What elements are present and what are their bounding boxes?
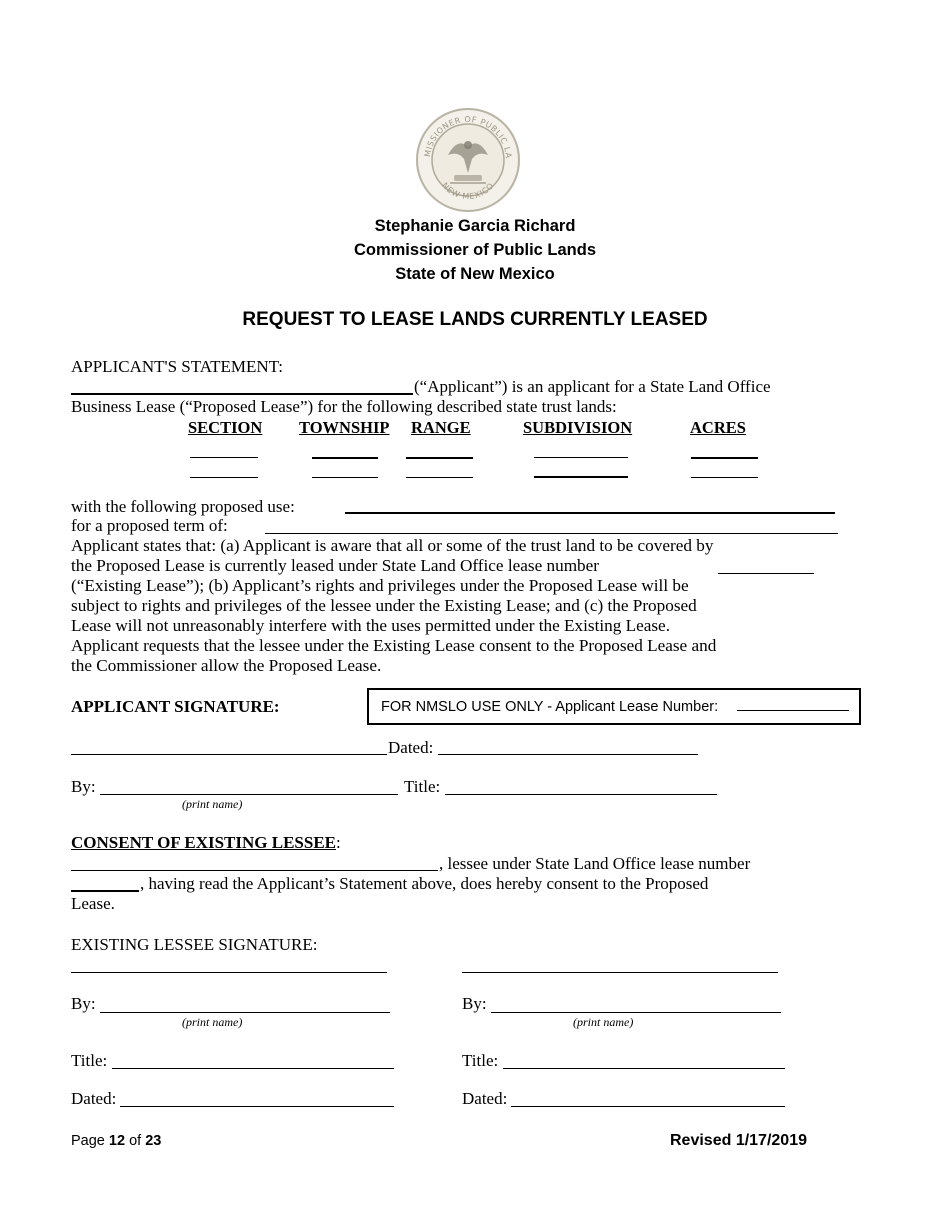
lessee-by-field-left[interactable] <box>100 1012 390 1013</box>
lessee-title-label-left: Title: <box>71 1051 108 1070</box>
lessee-by-field-right[interactable] <box>491 1012 781 1013</box>
consent-heading-row: CONSENT OF EXISTING LESSEE: <box>71 833 341 852</box>
existing-lessee-signature-heading: EXISTING LESSEE SIGNATURE: <box>71 935 318 954</box>
col-section: SECTION <box>188 418 263 437</box>
consent-line3: Lease. <box>71 894 115 913</box>
lessee-print-name-hint-right: (print name) <box>573 1015 634 1029</box>
lessee-signature-field-left[interactable] <box>71 972 387 973</box>
nmslo-use-box <box>367 688 861 725</box>
lessee-title-field-left[interactable] <box>112 1068 394 1069</box>
applicant-signature-heading: APPLICANT SIGNATURE: <box>71 697 280 716</box>
document-title: REQUEST TO LEASE LANDS CURRENTLY LEASED <box>242 309 708 330</box>
lessee-dated-field-right[interactable] <box>511 1106 785 1107</box>
commissioner-name: Stephanie Garcia Richard <box>374 217 576 235</box>
col-acres: ACRES <box>690 418 746 437</box>
existing-lease-number-field[interactable] <box>718 573 814 574</box>
body-line: subject to rights and privileges of the lessee under the Existing Lease; and (c) the Proposed <box>71 596 697 615</box>
nmslo-use-label: FOR NMSLO USE ONLY - Applicant Lease Number: <box>381 699 719 715</box>
seal-bottom-text: NEW MEXICO <box>440 180 496 202</box>
seal-icon <box>414 107 522 213</box>
proposed-use-field[interactable] <box>345 512 835 514</box>
body-line: Lease will not unreasonably interfere with the uses permitted under the Existing Lease. <box>71 616 670 635</box>
applicant-by-label: By: <box>71 777 96 796</box>
state-seal <box>414 107 522 213</box>
state-name: State of New Mexico <box>395 265 555 283</box>
applicant-title-field[interactable] <box>445 794 717 795</box>
body-line: (“Existing Lease”); (b) Applicant’s rights and privileges under the Proposed Lease will be <box>71 576 689 595</box>
consent-heading: CONSENT OF EXISTING LESSEE <box>71 833 337 852</box>
applicant-print-name-hint: (print name) <box>182 797 243 811</box>
range-field-2[interactable] <box>406 477 473 478</box>
col-township: TOWNSHIP <box>299 418 390 437</box>
lessee-title-label-right: Title: <box>462 1051 499 1070</box>
section-field-2[interactable] <box>190 477 258 478</box>
body-line: Applicant states that: (a) Applicant is aware that all or some of the trust land to be covered by <box>71 536 714 555</box>
proposed-term-label: for a proposed term of: <box>71 516 228 535</box>
consent-line2: , having read the Applicant’s Statement above, does hereby consent to the Proposed <box>140 874 709 893</box>
consent-line1: , lessee under State Land Office lease number <box>439 854 751 873</box>
applicant-line1: (“Applicant”) is an applicant for a State Land Office <box>414 377 771 396</box>
body-line: the Proposed Lease is currently leased under State Land Office lease number <box>71 556 600 575</box>
applicant-line2: Business Lease (“Proposed Lease”) for the following described state trust lands: <box>71 397 617 416</box>
applicant-dated-field[interactable] <box>438 754 698 755</box>
applicant-signature-field[interactable] <box>71 754 387 755</box>
acres-field-1[interactable] <box>691 457 758 459</box>
lessee-name-field[interactable] <box>71 870 438 871</box>
lessee-dated-label-left: Dated: <box>71 1089 117 1108</box>
col-subdivision: SUBDIVISION <box>523 418 633 437</box>
applicant-dated-label: Dated: <box>388 738 434 757</box>
page-number: Page 12 of 23 <box>71 1133 162 1149</box>
lessee-print-name-hint-left: (print name) <box>182 1015 243 1029</box>
acres-field-2[interactable] <box>691 477 758 478</box>
commissioner-title: Commissioner of Public Lands <box>353 241 597 259</box>
township-field-2[interactable] <box>312 477 378 478</box>
lessee-dated-field-left[interactable] <box>120 1106 394 1107</box>
section-field-1[interactable] <box>190 457 258 458</box>
proposed-use-label: with the following proposed use: <box>71 497 295 516</box>
revised-date: Revised 1/17/2019 <box>670 1132 807 1149</box>
lessee-by-label-left: By: <box>71 994 96 1013</box>
applicant-by-field[interactable] <box>100 794 398 795</box>
lessee-dated-label-right: Dated: <box>462 1089 508 1108</box>
lessee-lease-number-field[interactable] <box>71 890 139 892</box>
township-field-1[interactable] <box>312 457 378 459</box>
nmslo-lease-number-field[interactable] <box>737 710 849 711</box>
col-range: RANGE <box>411 418 471 437</box>
body-line: the Commissioner allow the Proposed Lease. <box>71 656 382 675</box>
proposed-term-field[interactable] <box>265 533 838 534</box>
subdivision-field-1[interactable] <box>534 457 628 458</box>
subdivision-field-2[interactable] <box>534 476 628 478</box>
body-line: Applicant requests that the lessee under the Existing Lease consent to the Proposed Lease and <box>71 636 717 655</box>
lessee-title-field-right[interactable] <box>503 1068 785 1069</box>
applicant-statement-body <box>71 536 871 676</box>
applicant-title-label: Title: <box>404 777 441 796</box>
seal-top-text: MISSIONER OF PUBLIC LA <box>423 114 514 160</box>
lessee-by-label-right: By: <box>462 994 487 1013</box>
applicant-name-field[interactable] <box>71 393 413 395</box>
applicant-statement-heading: APPLICANT'S STATEMENT: <box>71 357 283 376</box>
range-field-1[interactable] <box>406 457 473 459</box>
lessee-signature-field-right[interactable] <box>462 972 778 973</box>
